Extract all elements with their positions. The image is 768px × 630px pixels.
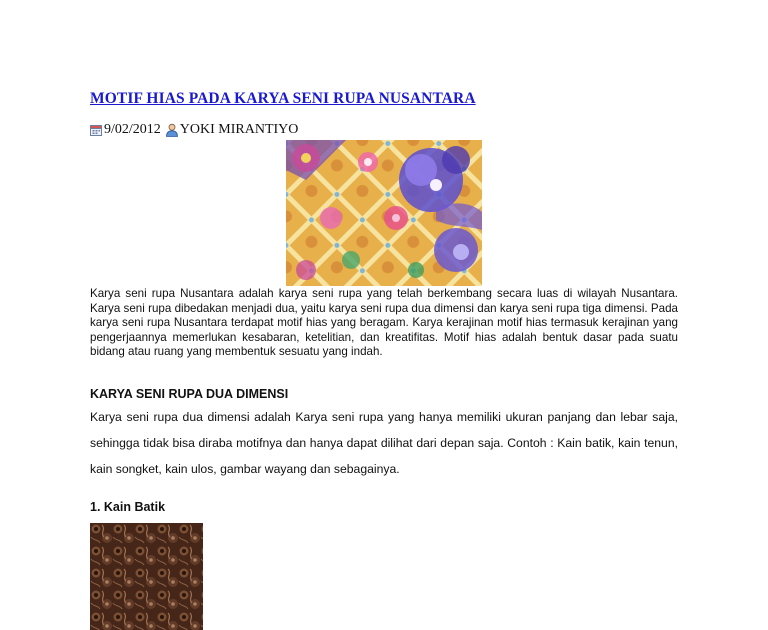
section-heading-2d: KARYA SENI RUPA DUA DIMENSI <box>90 387 289 401</box>
post-author: YOKI MIRANTIYO <box>179 122 299 137</box>
calendar-icon <box>90 124 102 136</box>
post-date: 9/02/2012 <box>104 122 161 137</box>
user-icon <box>165 123 179 137</box>
section-body-2d: Karya seni rupa dua dimensi adalah Karya seni rupa yang hanya memiliki ukuran panjang dan lebar saja, sehingga tidak bisa diraba motifnya dan hanya dapat dilihat dari depan saja. Contoh : Kain batik, kain tenun, kain songket, kain ulos, gambar wayang dan sebagainya. <box>90 410 678 476</box>
item-heading-kain-batik: 1. Kain Batik <box>90 500 166 514</box>
post-meta <box>90 122 298 138</box>
article-title-link[interactable]: MOTIF HIAS PADA KARYA SENI RUPA NUSANTARA <box>90 90 476 107</box>
batik-motif-image <box>286 140 482 286</box>
kain-batik-image <box>90 523 203 630</box>
intro-paragraph: Karya seni rupa Nusantara adalah karya seni rupa yang telah berkembang secara luas di wilayah Nusantara. Karya seni rupa dibedakan menjadi dua, yaitu karya seni rupa dua dimensi dan karya seni rupa tiga dimensi. Pada karya seni rupa Nusantara terdapat motif hias yang beragam. Karya kerajinan motif hias termasuk kerajinan yang pengerjaannya memerlukan kesabaran, ketelitian, dan kreatifitas. Motif hias adalah bentuk dasar pada suatu bidang atau ruang yang membentuk sesuatu yang indah. <box>90 287 678 359</box>
